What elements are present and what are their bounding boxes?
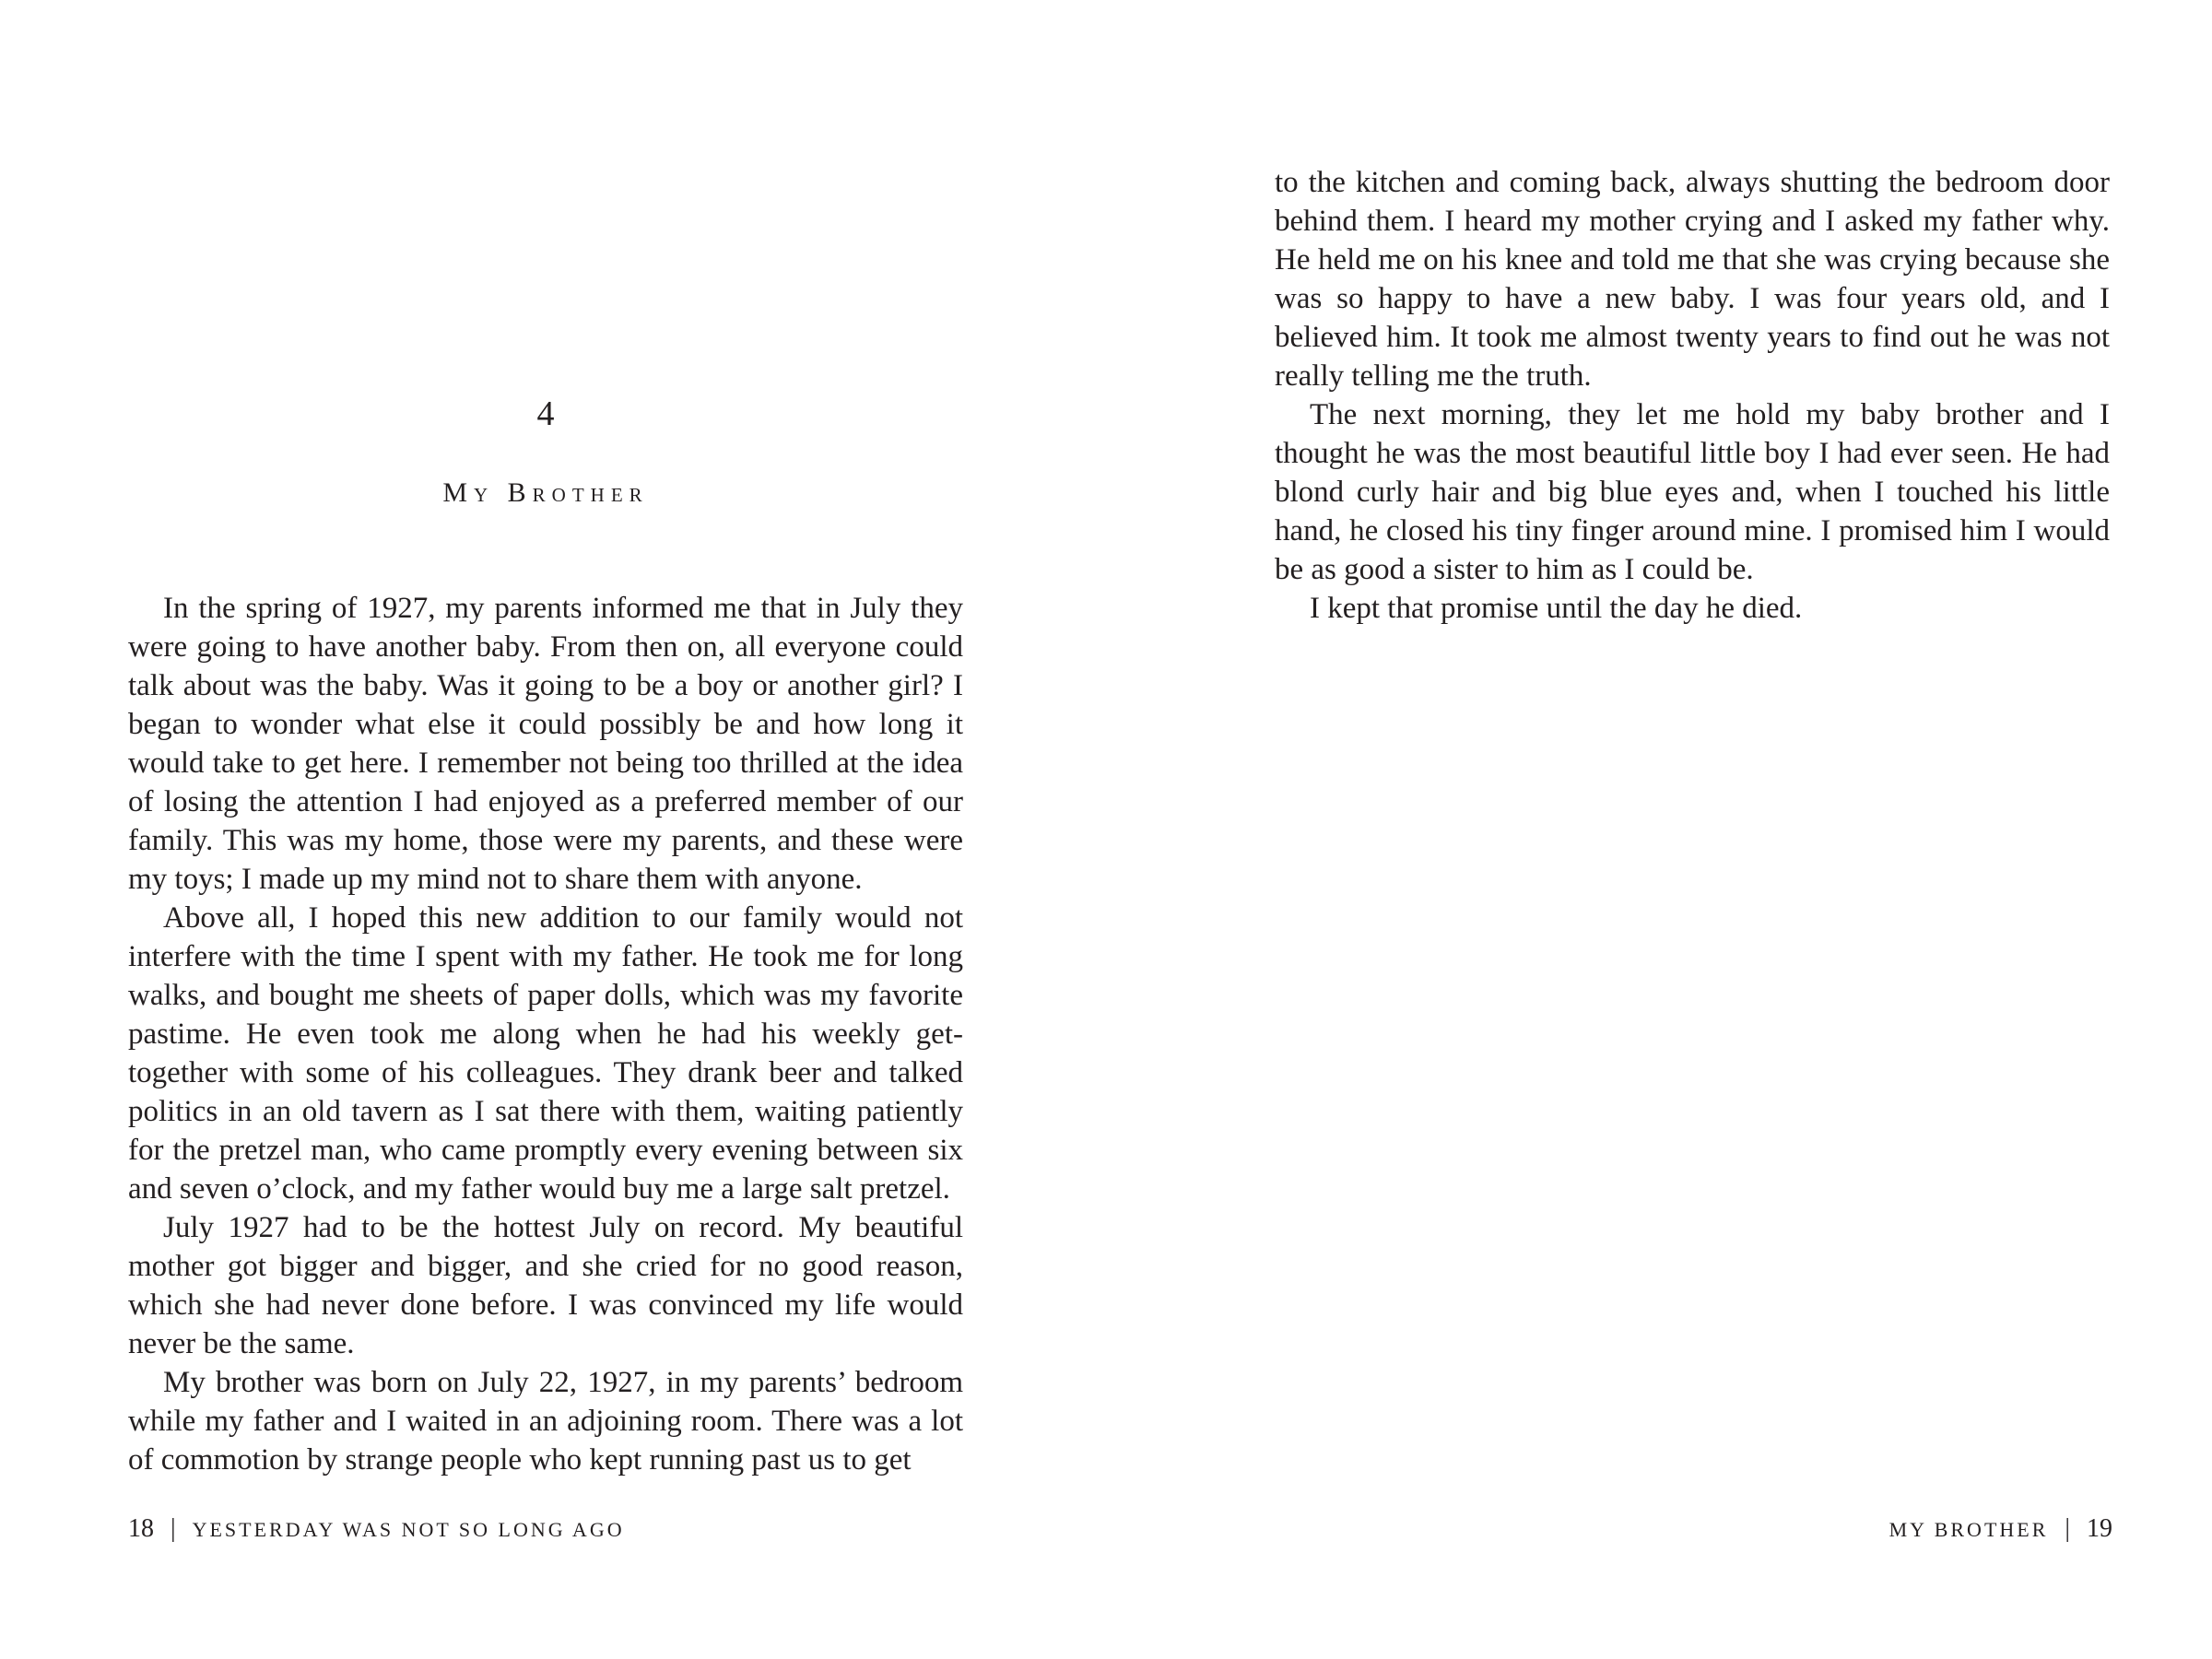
page-number: 18 [128,1514,154,1543]
left-page-footer [128,1516,625,1542]
paragraph: In the spring of 1927, my parents informed me that in July they were going to have another baby. From then on, all everyone could talk about was the baby. Was it going to be a boy or another girl? I began to wonder what else it could possibly be and how long it would take to get here. I remember not being too thrilled at the idea of losing the attention I had enjoyed as a preferred member of our family. This was my home, those were my parents, and these were my toys; I made up my mind not to share them with anyone. [128,592,963,896]
paragraph: Above all, I hoped this new addition to our family would not interfere with the time I spent with my father. He took me for long walks, and bought me sheets of paper dolls, which was my favorite pastime. He even took me along when he had his weekly get-together with some of his colleagues. They drank beer and talked politics in an old tavern as I sat there with them, waiting patiently for the pretzel man, who came promptly every evening between six and seven o’clock, and my father would buy me a large salt pretzel. [128,901,963,1206]
running-head-chapter-title: MY BROTHER [1888,1518,2049,1541]
left-page-body [128,589,963,1479]
right-page-footer [1889,1516,2112,1542]
paragraph-continued: to the kitchen and coming back, always shutting the bedroom door behind them. I heard my mother crying and I asked my father why. He held me on his knee and told me that she was crying because she was so happy to have a new baby. I was four years old, and I believed him. It took me almost twenty years to find out he was not really telling me the truth. [1275,166,2110,393]
chapter-number: 4 [536,394,555,433]
right-page [1106,0,2212,1659]
footer-separator: | [171,1514,176,1543]
right-page-body [1275,163,2110,628]
paragraph: The next morning, they let me hold my baby brother and I thought he was the most beautiful little boy I had ever seen. He had blond curly hair and big blue eyes and, when I touched his little hand, he closed his tiny finger around mine. I promised him I would be as good a sister to him as I could be. [1275,398,2110,586]
paragraph: July 1927 had to be the hottest July on record. My beautiful mother got bigger and bigger, and she cried for no good reason, which she had never done before. I was convinced my life would never be the same. [128,1211,963,1360]
paragraph: My brother was born on July 22, 1927, in my parents’ bedroom while my father and I waited in an adjoining room. There was a lot of commotion by strange people who kept running past us to get [128,1366,963,1477]
paragraph: I kept that promise until the day he died. [1310,592,1803,625]
chapter-title: My Brother [442,477,649,508]
footer-separator: | [2065,1514,2070,1543]
running-head-book-title: YESTERDAY WAS NOT SO LONG AGO [192,1518,625,1541]
page-number: 19 [2087,1514,2112,1543]
